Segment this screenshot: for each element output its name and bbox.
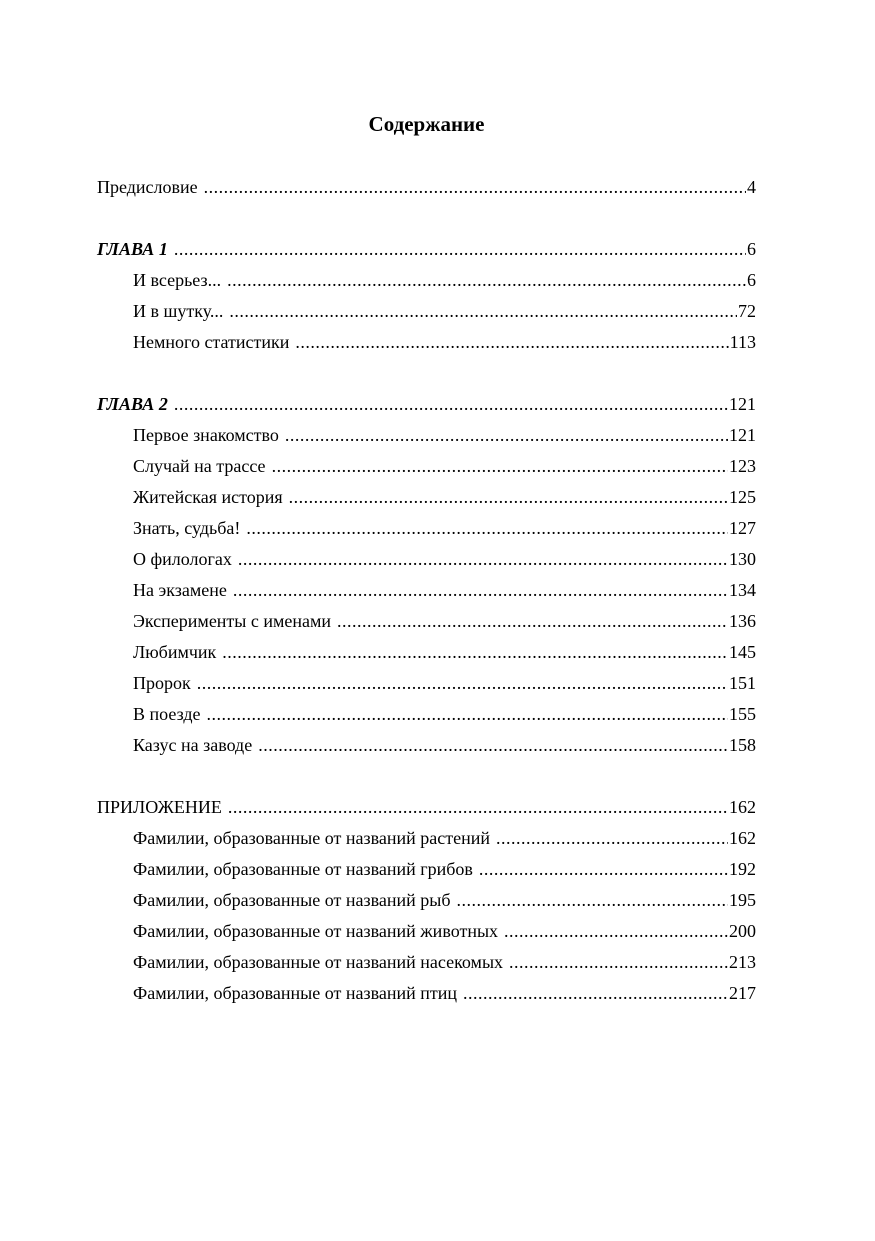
toc-entry-page: 113 [729, 332, 756, 352]
dot-leader [496, 823, 728, 854]
toc-entry-page: 195 [729, 890, 756, 910]
toc-entry-label: Первое знакомство [133, 425, 279, 445]
toc-entry-label: Немного статистики [133, 332, 290, 352]
toc-entry[interactable] [97, 854, 756, 885]
dot-leader [337, 606, 728, 637]
toc-entry-label: О филологах [133, 549, 232, 569]
toc-entry-page: 125 [729, 487, 756, 507]
toc-entry[interactable] [97, 327, 756, 358]
toc-section-appendix [97, 792, 756, 1009]
dot-leader [204, 172, 746, 203]
toc-entry-page: 162 [729, 797, 756, 817]
dot-leader [222, 637, 728, 668]
toc-entry[interactable] [97, 668, 756, 699]
toc-entry-page: 72 [738, 301, 756, 321]
toc-entry[interactable] [97, 544, 756, 575]
toc-entry[interactable] [97, 265, 756, 296]
toc-entry-page: 130 [729, 549, 756, 569]
dot-leader [457, 885, 729, 916]
toc-entry-page: 4 [747, 177, 756, 197]
dot-leader [229, 296, 737, 327]
toc-entry-page: 145 [729, 642, 756, 662]
dot-leader [238, 544, 728, 575]
toc-entry[interactable] [97, 296, 756, 327]
toc-entry-label: И всерьез... [133, 270, 222, 290]
toc-entry-label: Пророк [133, 673, 191, 693]
dot-leader [258, 730, 728, 761]
toc-section-chapter-1 [97, 234, 756, 358]
toc-entry[interactable] [97, 947, 756, 978]
toc-entry-label: Знать, судьба! [133, 518, 241, 538]
toc-entry-label: Эксперименты с именами [133, 611, 332, 631]
table-of-contents [97, 172, 756, 1009]
toc-entry-label: Казус на заводе [133, 735, 253, 755]
toc-entry-page: 192 [729, 859, 756, 879]
dot-leader [479, 854, 728, 885]
toc-entry-label: Фамилии, образованные от названий птиц [133, 983, 458, 1003]
toc-entry-page: 123 [729, 456, 756, 476]
toc-entry[interactable] [97, 606, 756, 637]
dot-leader [289, 482, 728, 513]
toc-entry-label: И в шутку... [133, 301, 224, 321]
toc-entry[interactable] [97, 637, 756, 668]
toc-entry-label: ПРИЛОЖЕНИЕ [97, 797, 222, 817]
toc-entry-page: 121 [729, 425, 756, 445]
toc-entry-page: 217 [729, 983, 756, 1003]
toc-entry[interactable] [97, 513, 756, 544]
toc-entry-label: Случай на трассе [133, 456, 266, 476]
toc-entry[interactable] [97, 885, 756, 916]
toc-entry-label: На экзамене [133, 580, 227, 600]
dot-leader [174, 389, 728, 420]
toc-entry-label: Фамилии, образованные от названий грибов [133, 859, 473, 879]
toc-entry-page: 136 [729, 611, 756, 631]
toc-entry-page: 155 [729, 704, 756, 724]
toc-entry-preface[interactable] [97, 172, 756, 203]
page-title: Содержание [368, 112, 485, 136]
toc-entry[interactable] [97, 978, 756, 1009]
toc-entry-page: 213 [729, 952, 756, 972]
dot-leader [295, 327, 728, 358]
toc-entry-page: 134 [729, 580, 756, 600]
dot-leader [174, 234, 746, 265]
toc-entry[interactable] [97, 420, 756, 451]
dot-leader [207, 699, 729, 730]
toc-entry[interactable] [97, 575, 756, 606]
dot-leader [197, 668, 728, 699]
toc-entry-label: Фамилии, образованные от названий рыб [133, 890, 451, 910]
toc-chapter-label: ГЛАВА 1 [97, 239, 168, 259]
dot-leader [504, 916, 728, 947]
toc-entry-label: В поезде [133, 704, 201, 724]
toc-entry-label: Фамилии, образованные от названий растений [133, 828, 490, 848]
dot-leader [463, 978, 728, 1009]
toc-chapter-label: ГЛАВА 2 [97, 394, 168, 414]
dot-leader [233, 575, 728, 606]
dot-leader [272, 451, 728, 482]
dot-leader [228, 792, 728, 823]
toc-section-chapter-2 [97, 389, 756, 761]
toc-entry-chapter-1[interactable] [97, 234, 756, 265]
toc-entry-page: 121 [729, 394, 756, 414]
toc-entry[interactable] [97, 823, 756, 854]
toc-entry-page: 151 [729, 673, 756, 693]
dot-leader [246, 513, 728, 544]
toc-entry-label: Предисловие [97, 177, 198, 197]
toc-entry-label: Фамилии, образованные от названий насекомых [133, 952, 504, 972]
toc-section-preface [97, 172, 756, 203]
toc-entry[interactable] [97, 451, 756, 482]
toc-entry[interactable] [97, 699, 756, 730]
toc-entry-label: Любимчик [133, 642, 217, 662]
toc-entry-chapter-2[interactable] [97, 389, 756, 420]
toc-entry[interactable] [97, 916, 756, 947]
toc-entry-page: 162 [729, 828, 756, 848]
toc-entry[interactable] [97, 482, 756, 513]
toc-entry-label: Житейская история [133, 487, 283, 507]
toc-entry-page: 6 [747, 270, 756, 290]
toc-entry-appendix[interactable] [97, 792, 756, 823]
toc-entry-page: 6 [747, 239, 756, 259]
toc-entry[interactable] [97, 730, 756, 761]
dot-leader [285, 420, 728, 451]
toc-entry-label: Фамилии, образованные от названий животных [133, 921, 499, 941]
toc-entry-page: 200 [729, 921, 756, 941]
dot-leader [227, 265, 746, 296]
toc-entry-page: 158 [729, 735, 756, 755]
dot-leader [509, 947, 728, 978]
toc-entry-page: 127 [729, 518, 756, 538]
